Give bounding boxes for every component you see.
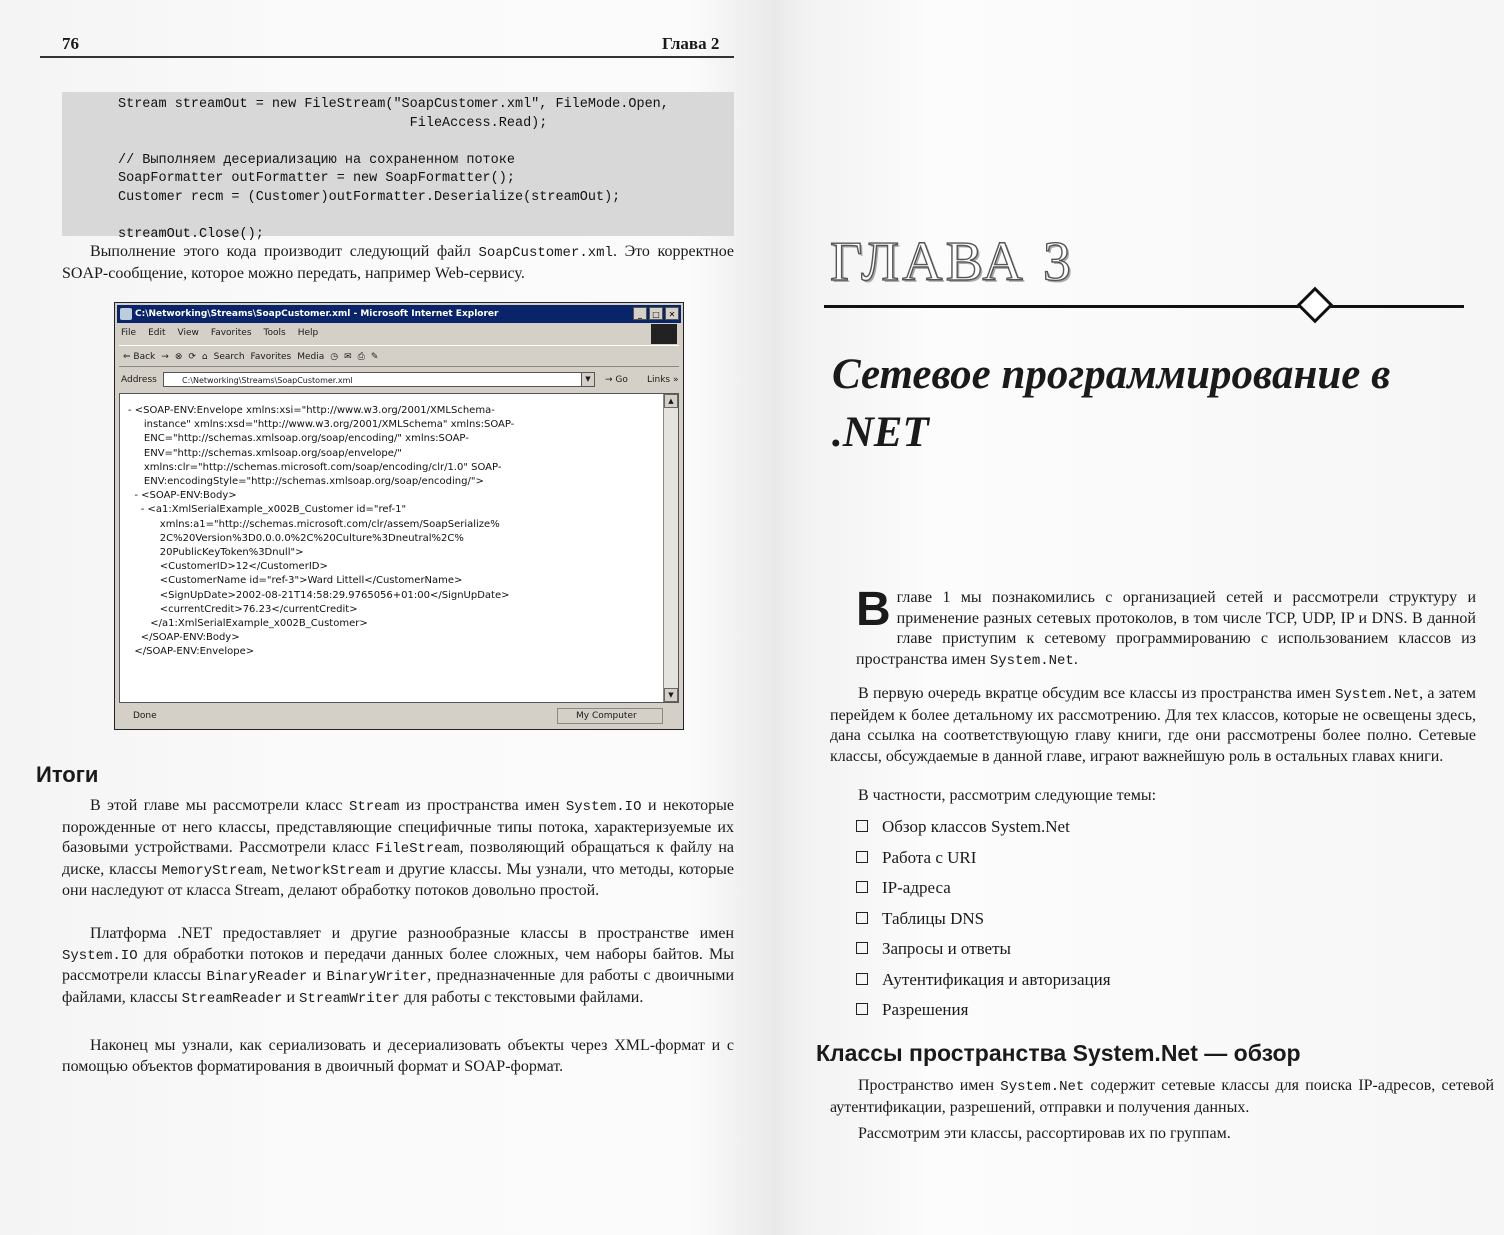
xml-line: xmlns:a1="http://schemas.microsoft.com/clr/assem/SoapSerialize% xyxy=(128,518,500,530)
topic-label: Обзор классов System.Net xyxy=(882,817,1070,836)
menu-tools[interactable]: Tools xyxy=(263,328,286,338)
vertical-scrollbar[interactable] xyxy=(663,394,678,702)
code-inline: System.Net xyxy=(1335,687,1420,703)
overview-paragraph xyxy=(830,684,1476,767)
menu-help[interactable]: Help xyxy=(297,328,319,338)
toolbar xyxy=(119,345,679,367)
home-button[interactable]: ⌂ xyxy=(201,352,208,362)
scroll-up-icon[interactable]: ▲ xyxy=(664,394,678,408)
text: . Это корректное SOAP-сообщение, которое можно передать, например Web-сервису. xyxy=(62,243,734,282)
ie-logo-icon xyxy=(120,308,132,320)
chevron-down-icon[interactable]: ▼ xyxy=(581,372,595,387)
text: содержит сетевые классы для поиска IP-адресов, сетевой аутентификации, разрешений, отправки и получения данных. xyxy=(830,1077,1495,1116)
code-line: streamOut.Close(); xyxy=(118,227,264,243)
text: Пространство имен xyxy=(858,1077,1001,1094)
topic-label: IP-адреса xyxy=(882,878,951,897)
right-page xyxy=(790,0,1504,1235)
menu-favorites[interactable]: Favorites xyxy=(210,328,252,338)
topics-list xyxy=(856,812,1111,1026)
media-button[interactable]: Media xyxy=(297,352,325,362)
page-number: 76 xyxy=(62,34,79,53)
list-item xyxy=(856,843,1111,874)
list-item xyxy=(856,965,1111,996)
checkbox-bullet-icon xyxy=(856,881,868,893)
xml-line[interactable]: - <SOAP-ENV:Body> xyxy=(128,490,237,502)
intro-paragraph xyxy=(62,242,734,284)
links-button[interactable]: Links » xyxy=(647,375,679,385)
chapter-intro-paragraph xyxy=(856,583,1476,671)
code-line: // Выполняем десериализацию на сохраненном потоке xyxy=(118,152,515,168)
code-inline: StreamReader xyxy=(181,990,283,1007)
code-line: SoapFormatter outFormatter = new SoapFormatter(); xyxy=(118,171,515,187)
summary-paragraph-1 xyxy=(62,796,734,902)
status-done: Done xyxy=(133,711,157,721)
code-inline: System.IO xyxy=(565,799,642,815)
topic-label: Запросы и ответы xyxy=(882,939,1011,958)
list-item xyxy=(856,812,1111,843)
code-line: Stream streamOut = new FileStream("SoapCustomer.xml", FileMode.Open, xyxy=(118,97,669,112)
minimize-button[interactable]: _ xyxy=(633,307,647,320)
refresh-button[interactable]: ⟳ xyxy=(188,352,196,362)
code-inline: FileStream xyxy=(375,841,460,858)
maximize-button[interactable]: □ xyxy=(649,307,663,320)
topics-intro: В частности, рассмотрим следующие темы: xyxy=(858,787,1157,804)
code-inline: BinaryWriter xyxy=(326,969,428,986)
list-item xyxy=(856,995,1111,1026)
scroll-down-icon[interactable]: ▼ xyxy=(664,688,678,702)
print-button[interactable]: ⎙ xyxy=(357,352,365,362)
text: и некоторые порожденные от него классы, представляющие специфичные типы потока, характеризуемые их базовыми устройствами. Рассмотрели класс xyxy=(62,797,735,857)
section-paragraph-2: Рассмотрим эти классы, рассортировав их по группам. xyxy=(858,1125,1231,1142)
section-paragraph-1 xyxy=(830,1076,1494,1118)
header-rule xyxy=(40,56,734,58)
code-inline: System.IO xyxy=(62,947,138,964)
topic-label: Аутентификация и авторизация xyxy=(882,969,1111,989)
checkbox-bullet-icon xyxy=(856,851,868,863)
list-item xyxy=(856,934,1111,965)
xml-line: 2C%20Version%3D0.0.0.0%2C%20Culture%3Dneutral%2C% xyxy=(128,532,464,544)
diamond-ornament-icon xyxy=(1297,287,1334,324)
running-head: Глава 2 xyxy=(662,34,720,53)
xml-line: instance" xmlns:xsd="http://www.w3.org/2001/XMLSchema" xmlns:SOAP- xyxy=(128,419,515,431)
text: . xyxy=(1073,650,1078,668)
browser-screenshot xyxy=(114,302,684,730)
address-bar xyxy=(119,369,679,391)
address-input[interactable]: C:\Networking\Streams\SoapCustomer.xml xyxy=(163,372,595,387)
section-heading: Классы пространства System.Net — обзор xyxy=(816,1040,1301,1066)
menu-file[interactable]: File xyxy=(121,328,137,338)
text: В первую очередь вкратце обсудим все классы из пространства имен xyxy=(858,685,1336,702)
status-zone: My Computer xyxy=(557,708,663,724)
text: для работы с текстовыми файлами. xyxy=(399,988,644,1006)
topic-label: Работа с URI xyxy=(882,847,977,867)
back-button[interactable]: ⇐ Back xyxy=(123,352,156,362)
mail-button[interactable]: ✉ xyxy=(344,352,352,362)
xml-line[interactable]: - <SOAP-ENV:Envelope xmlns:xsi="http://www.w3.org/2001/XMLSchema- xyxy=(128,405,495,416)
code-line xyxy=(118,208,734,227)
xml-line: 20PublicKeyToken%3Dnull"> xyxy=(128,547,304,559)
summary-paragraph-3: Наконец мы узнали, как сериализовать и десериализовать объекты через XML-формат и с помощью объектов форматирования в двоичный формат и SOAP-формат. xyxy=(62,1037,734,1075)
summary-heading: Итоги xyxy=(36,762,99,787)
favorites-button[interactable]: Favorites xyxy=(250,352,292,362)
chapter-title: Сетевое программирование в .NET xyxy=(832,351,1391,456)
drop-cap: В xyxy=(856,583,891,636)
topic-label: Таблицы DNS xyxy=(882,908,985,928)
code-inline: SoapCustomer.xml xyxy=(478,245,613,261)
history-button[interactable]: ◷ xyxy=(330,352,339,362)
checkbox-bullet-icon xyxy=(856,942,868,954)
menu-bar xyxy=(121,325,318,341)
xml-line: </SOAP-ENV:Body> xyxy=(128,632,240,644)
status-bar xyxy=(119,707,679,725)
xml-line: </SOAP-ENV:Envelope> xyxy=(128,646,255,658)
text: В этой главе мы рассмотрели класс xyxy=(90,797,349,814)
xml-line[interactable]: - <a1:XmlSerialExample_x002B_Customer id="ref-1" xyxy=(128,504,407,516)
code-listing xyxy=(62,92,734,243)
xml-line: <currentCredit>76.23</currentCredit> xyxy=(128,603,358,615)
menu-edit[interactable]: Edit xyxy=(148,328,166,338)
text: и другие классы. Мы узнали, что методы, которые они наследуют от класса Stream, делают обработку потоков довольно простой. xyxy=(62,860,735,900)
text: и xyxy=(282,988,300,1006)
address-label: Address xyxy=(121,375,157,385)
xml-line: <CustomerID>12</CustomerID> xyxy=(128,561,328,573)
xml-document xyxy=(128,404,648,660)
edit-button[interactable]: ✎ xyxy=(370,352,379,362)
list-item xyxy=(856,873,1111,904)
windows-logo-icon xyxy=(651,324,677,344)
text: , а затем перейдем к более детальному их рассмотрению. Для тех классов, которые не освещены здесь, дана ссылка на соответствующую главу книги, где они рассмотрены более полно. Сетевые классы, обсуждаемые в данной главе, играют важнейшую роль в остальных главах книги. xyxy=(830,685,1477,765)
chapter-rule xyxy=(824,305,1464,308)
checkbox-bullet-icon xyxy=(856,1003,868,1015)
code-line: Customer recm = (Customer)outFormatter.Deserialize(streamOut); xyxy=(118,189,621,205)
checkbox-bullet-icon xyxy=(856,912,868,924)
text: , xyxy=(262,860,272,878)
code-inline: MemoryStream xyxy=(161,862,263,879)
checkbox-bullet-icon xyxy=(856,820,868,832)
go-label: Go xyxy=(615,375,628,385)
code-inline: NetworkStream xyxy=(271,862,381,879)
text: Платформа .NET предоставляет и другие разнообразные классы в пространстве имен xyxy=(90,925,734,942)
stop-button[interactable]: ⊗ xyxy=(174,352,183,362)
list-item xyxy=(856,904,1111,935)
text: , предназначенные для работы с двоичными файлами, классы xyxy=(62,967,735,1006)
forward-button[interactable]: → xyxy=(161,352,169,362)
xml-line: xmlns:clr="http://schemas.microsoft.com/soap/encoding/clr/1.0" SOAP- xyxy=(128,461,502,473)
text: для обработки потоков и передачи данных более сложных, чем наборы байтов. Мы рассмотрели классы xyxy=(62,945,734,985)
window-title-bar xyxy=(117,305,681,323)
text: Выполнение этого кода производит следующий файл xyxy=(90,243,479,260)
xml-line: ENV:encodingStyle="http://schemas.xmlsoap.org/soap/encoding/"> xyxy=(128,476,484,488)
text: главе 1 мы познакомились с организацией сетей и рассмотрели структуру и применение разных сетевых протоколов, в том числе TCP, UDP, IP и DNS. В данной главе приступим к сетевому программированию с использованием классов из пространства имен xyxy=(856,589,1476,668)
checkbox-bullet-icon xyxy=(856,973,868,985)
topic-label: Разрешения xyxy=(882,1000,969,1019)
xml-line: ENV="http://schemas.xmlsoap.org/soap/envelope/" xyxy=(128,447,402,459)
go-button[interactable]: → Go xyxy=(605,375,628,385)
text: из пространства имен xyxy=(399,797,566,814)
window-title: C:\Networking\Streams\SoapCustomer.xml - Microsoft Internet Explorer xyxy=(135,309,499,319)
text: и xyxy=(307,967,327,985)
code-inline: System.Net xyxy=(989,652,1074,669)
xml-line: <SignUpDate>2002-08-21T14:58:29.9765056+01:00</SignUpDate> xyxy=(128,589,510,601)
menu-view[interactable]: View xyxy=(177,328,199,338)
code-inline: StreamWriter xyxy=(299,990,400,1007)
code-inline: BinaryReader xyxy=(206,969,308,986)
page-content xyxy=(119,393,679,703)
xml-line: </a1:XmlSerialExample_x002B_Customer> xyxy=(128,618,368,630)
summary-paragraph-2 xyxy=(62,924,734,1009)
search-button[interactable]: Search xyxy=(213,352,245,362)
close-button[interactable]: ✕ xyxy=(665,307,679,320)
xml-line: ENC="http://schemas.xmlsoap.org/soap/encoding/" xmlns:SOAP- xyxy=(128,433,469,445)
code-line: FileAccess.Read); xyxy=(118,115,548,131)
xml-line: <CustomerName id="ref-3">Ward Littell</CustomerName> xyxy=(128,575,463,587)
text: , позволяющий обращаться к файлу на диске, классы xyxy=(62,839,734,878)
code-inline: System.Net xyxy=(1000,1079,1085,1095)
chapter-label: ГЛАВА 3 xyxy=(830,231,1074,293)
code-inline: Stream xyxy=(348,799,400,815)
code-line xyxy=(118,133,734,152)
